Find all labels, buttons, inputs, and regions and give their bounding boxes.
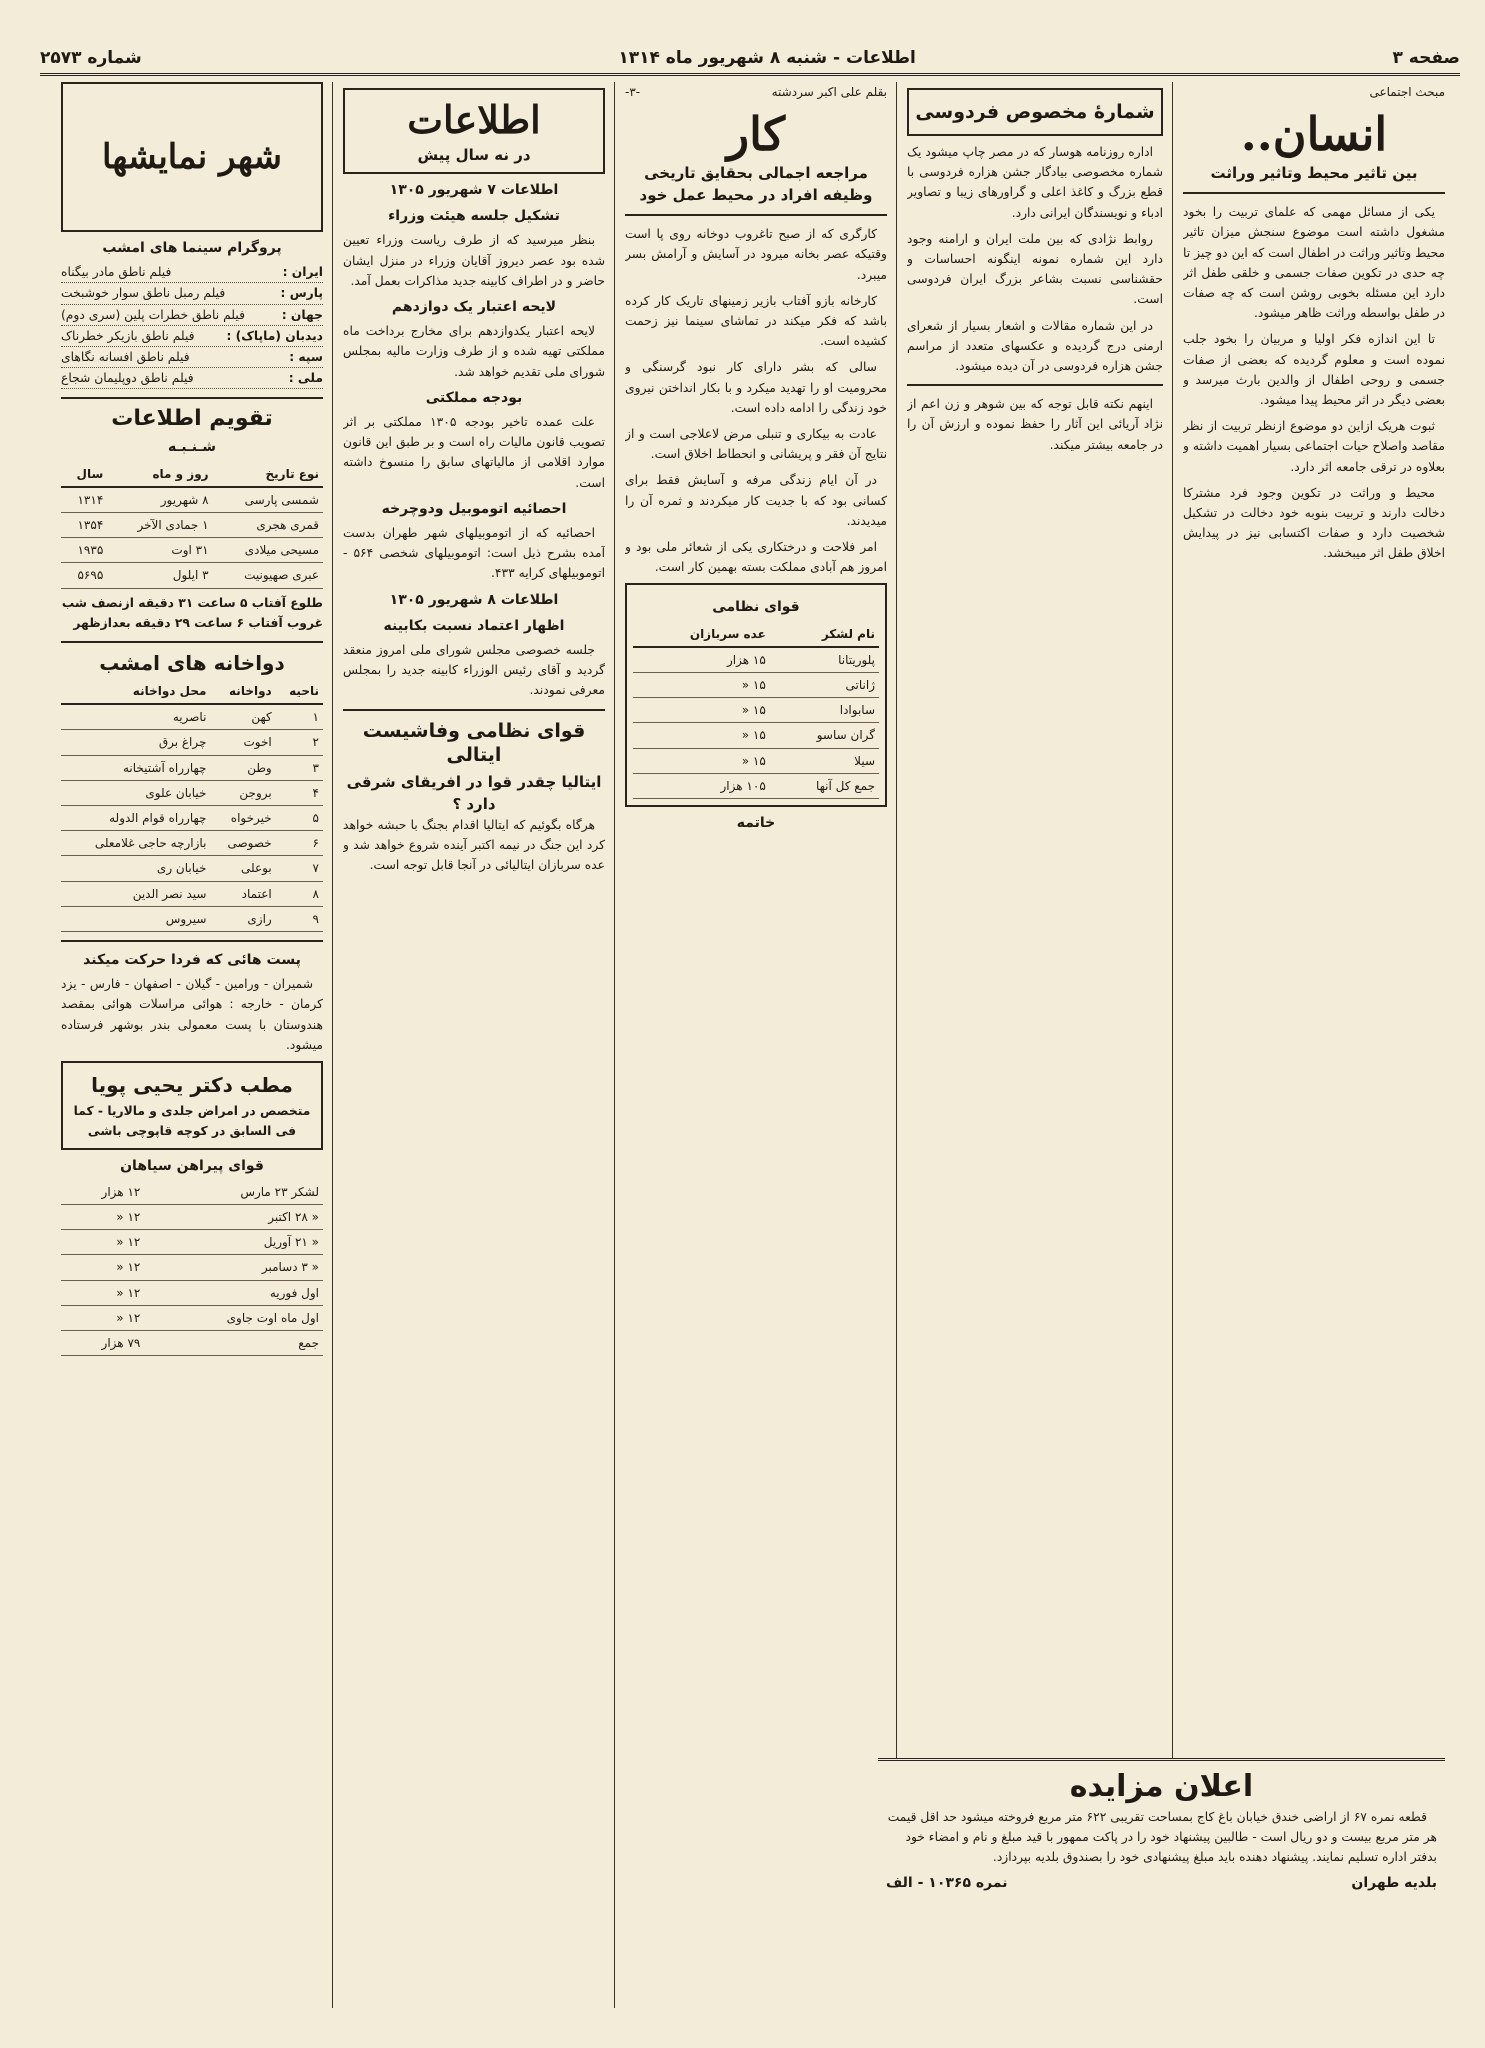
- list-item: [61, 305, 323, 326]
- cell: خیابان علوی: [61, 780, 210, 805]
- paragraph: اینهم نکته قابل توجه که بین شوهر و زن اعم از نژاد آریائی این آثار را حفظ نموده و ارزش آن را در جامعه بیشتر میکند.: [907, 397, 1163, 452]
- paragraph: یکی از مسائل مهمی که علمای تربیت را بخود مشغول داشته است موضوع سنجش میزان تاثیر محیط وتاثیر وراثت در اطفال است که این دو چیز تا چه حدی در تکوین صفات جسمی و خلقی طفل اثر دارد این مسئله بخوبی روشن است که چه صفات در طفل بواسطه وراثت ظاهر میشود.: [1183, 205, 1445, 321]
- paragraph: امر فلاحت و درختکاری یکی از شعائر ملی بود و امروز هم آبادی مملکت بسته بهمین کار است.: [625, 540, 887, 575]
- table-header: دواخانه: [210, 679, 275, 704]
- calendar-table: [61, 462, 323, 589]
- item-heading: بودجه مملکتی: [425, 389, 523, 406]
- cinema-name: جهان :: [281, 307, 323, 322]
- cell: ۳: [276, 755, 323, 780]
- cell: ۱۳۵۴: [61, 513, 107, 538]
- divider: [61, 397, 323, 399]
- paragraph: علت عمده تاخیر بودجه ۱۳۰۵ مملکتی بر اثر تصویب قانون مالیات راه است و بر طبق این قانون موارد اقلامی از مالیاتهای سابق را منسوخ داشته است.: [343, 415, 605, 490]
- ad-title: اعلان مزایده: [1069, 1769, 1254, 1804]
- cell: وطن: [210, 755, 275, 780]
- table-header: محل دواخانه: [61, 679, 210, 704]
- doctor-title: مطب دکتر یحیی پویا: [91, 1073, 293, 1098]
- cell: بازارچه حاجی غلامعلی: [61, 831, 210, 856]
- cell: خیرخواه: [210, 806, 275, 831]
- paragraph: بنظر میرسید که از طرف ریاست وزراء تعیین شده بود عصر دیروز آقایان وزراء در منزل ایشان حاضر و در اطراف کابینه جدید مذاکرات بعمل آمد.: [343, 233, 605, 288]
- cell: ۳۱ اوت: [107, 538, 212, 563]
- auction-ad: [878, 1758, 1445, 2008]
- article-subtitle: در نه سال پیش: [417, 146, 531, 164]
- cell: رازی: [210, 906, 275, 931]
- cell: ۱۵ «: [633, 673, 770, 698]
- article-title: قوای نظامی وفاشیست ایتالی: [362, 719, 586, 766]
- article-title: اطلاعات: [407, 97, 541, 142]
- sunset-text: غروب آفتاب ۶ ساعت ۲۹ دقیقه بعدازظهر: [73, 615, 323, 630]
- cell: ۱۵ «: [633, 698, 770, 723]
- cell: اول فوریه: [144, 1280, 323, 1305]
- ad-signature: بلدیه طهران: [1351, 1875, 1437, 1891]
- paragraph: شمیران - ورامین - گیلان - اصفهان - فارس - یزد کرمان - خارجه : هوائی مراسلات هوائی بمقصد هندوستان با پست معمولی بندر بوشهر فرستاده میشود.: [61, 977, 323, 1052]
- ad-code: نمره ۱۰۳۶۵ - الف: [886, 1875, 1008, 1891]
- paragraph: اداره روزنامه هوسار که در مصر چاپ میشود یک شماره مخصوصی بیادگار جشن هزاره فردوسی با قطع بزرگ و کاغذ اعلی و گراورهای زیبا و تصاویر ادباء و نویسندگان ایرانی دارد.: [907, 145, 1163, 220]
- logo-text: شهر نمایشها: [101, 136, 283, 177]
- military-table: [625, 583, 887, 807]
- film-name: فیلم ناطق خطرات پلین (سری دوم): [61, 307, 245, 322]
- article-subtitle: مراجعه اجمالی بحقایق تاریخی وظیفه افراد در محیط عمل خود: [639, 164, 873, 205]
- cell: چهارراه آشتیخانه: [61, 755, 210, 780]
- column-rule: [896, 82, 897, 2008]
- cinema-list: [61, 262, 323, 389]
- column-ferdowsi: [907, 82, 1163, 2008]
- film-name: فیلم ناطق افسانه نگاهای: [61, 350, 190, 365]
- paragraph: در این شماره مقالات و اشعار بسیار از شعرای ارمنی درج گردیده و عکسهای متعدد از مراسم جشن هزاره فردوسی در آن دیده میشود.: [907, 318, 1163, 374]
- cell: جمع کل آنها: [770, 773, 879, 798]
- header-center: اطلاعات - شنبه ۸ شهریور ماه ۱۳۱۴: [618, 47, 916, 68]
- article-title: انسان..: [1240, 107, 1388, 162]
- divider: [625, 214, 887, 216]
- cell: ۱۳۱۴: [61, 487, 107, 513]
- table-row: [61, 1280, 323, 1305]
- date-heading: اطلاعات ۷ شهریور ۱۳۰۵: [389, 182, 559, 198]
- table-row: [633, 698, 879, 723]
- calendar-day: شـنـبـه: [167, 439, 217, 456]
- table-row: [61, 1330, 323, 1355]
- cell: ۱۵ «: [633, 748, 770, 773]
- table-header: نوع تاریخ: [213, 462, 323, 487]
- cell: « ۲۱ آوریل: [144, 1230, 323, 1255]
- table-header: عده سربازان: [633, 622, 770, 647]
- item-heading: احصائیه اتوموبیل ودوچرخه: [381, 500, 567, 517]
- cell: گران ساسو: [770, 723, 879, 748]
- item-heading: لایحه اعتبار یک دوازدهم: [391, 299, 557, 316]
- cell: شمسی پارسی: [213, 487, 323, 513]
- cell: ژاناتی: [770, 673, 879, 698]
- film-name: فیلم ناطق مادر بیگناه: [61, 265, 172, 280]
- cell: بروجن: [210, 780, 275, 805]
- cell: ۲: [276, 730, 323, 755]
- cell: ۸ شهریور: [107, 487, 212, 513]
- table-row: [61, 906, 323, 931]
- item-heading: تشکیل جلسه هیئت وزراء: [388, 208, 560, 225]
- table-row: [61, 1204, 323, 1229]
- cell: اخوت: [210, 730, 275, 755]
- cell: چراغ برق: [61, 730, 210, 755]
- cell: ۱۵ «: [633, 723, 770, 748]
- table-row: [61, 1255, 323, 1280]
- title-box: [907, 88, 1163, 136]
- cell: سیروس: [61, 906, 210, 931]
- cell: ۶: [276, 831, 323, 856]
- paragraph: در آن ایام زندگی مرفه و آسایش فقط برای کسانی بود که با جدیت کار میکردند و ثمره آن را میدیدند.: [625, 473, 887, 528]
- table-header: ناحیه: [276, 679, 323, 704]
- item-heading: اظهار اعتماد نسبت بکابینه: [383, 617, 565, 634]
- paragraph: جلسه خصوصی مجلس شورای ملی امروز منعقد گردید و آقای رئیس الوزراء کابینه جدید را بمجلس معرفی نمودند.: [343, 643, 605, 698]
- pharmacy-table: [61, 679, 323, 932]
- table-row: [61, 780, 323, 805]
- table-row: [633, 748, 879, 773]
- table-row: [633, 647, 879, 673]
- sunrise-text: طلوع آفتاب ۵ ساعت ۳۱ دقیقه ازنصف شب: [61, 595, 323, 610]
- cinema-name: پارس :: [280, 286, 323, 301]
- divider: [61, 641, 323, 643]
- cell: ۹: [276, 906, 323, 931]
- army-title: قوای پیراهن سیاهان: [120, 1157, 264, 1174]
- cell: ۱۲ «: [61, 1204, 144, 1229]
- list-item: [61, 283, 323, 304]
- cell: ۸: [276, 881, 323, 906]
- table-row: [633, 723, 879, 748]
- cell: مسیحی میلادی: [213, 538, 323, 563]
- title-box: [343, 88, 605, 174]
- programs-title: پروگرام سینما های امشب: [102, 240, 282, 256]
- cell: ۱۵ هزار: [633, 647, 770, 673]
- ad-text: قطعه نمره ۶۷ از اراضی خندق خیابان باغ کاج بمساحت تقریبی ۶۲۲ متر مربع فروخته میشود حد اقل قیمت هر متر مربع بیست و دو ریال است - طالبین پیشنهاد خود را در پاکت ممهور با قید مبلغ و نام و امضاء خود بدفتر اداره تسلیم نمایند. پیشنهاد دهنده باید مبلغ پیشنهادی خود را بصندوق بلدیه بپردازد.: [887, 1810, 1437, 1864]
- byline: بقلم علی اکبر سردشته: [771, 85, 887, 99]
- blackshirt-table: [61, 1180, 323, 1356]
- issue-number: شماره ۲۵۷۳: [40, 47, 142, 68]
- table-row: [61, 806, 323, 831]
- cell: ۱۲ «: [61, 1305, 144, 1330]
- cell: ۱۲ «: [61, 1280, 144, 1305]
- film-name: فیلم ناطق دوپلیمان شجاع: [61, 371, 194, 386]
- table-row: [61, 1305, 323, 1330]
- post-title: پست هائی که فردا حرکت میکند: [83, 952, 301, 969]
- paragraph: احصائیه که از اتوموبیلهای شهر طهران بدست آمده بشرح ذیل است: اتوموبیلهای شخصی ۵۶۴ - اتوموبیلهای کرایه ۴۳۳.: [343, 526, 605, 581]
- divider: [61, 940, 323, 942]
- cell: کهن: [210, 704, 275, 730]
- cell: جمع: [144, 1330, 323, 1355]
- cell: خیابان ری: [61, 856, 210, 881]
- paragraph: سالی که بشر دارای کار نبود گرسنگی و محرومیت او را تهدید میکرد و با بکار انداختن نیروی خود زندگی را ادامه داده است.: [625, 360, 887, 415]
- cell: ۱۲ «: [61, 1255, 144, 1280]
- film-name: فیلم ناطق بازیکر خطرناک: [61, 328, 195, 343]
- cinema-name: ملی :: [288, 371, 323, 386]
- column-social: [1183, 82, 1445, 2008]
- cell: پلوریتانا: [770, 647, 879, 673]
- cell: ۱: [276, 704, 323, 730]
- cell: ۵۶۹۵: [61, 563, 107, 588]
- cell: چهارراه قوام الدوله: [61, 806, 210, 831]
- cell: ۳ ایلول: [107, 563, 212, 588]
- page-header: [40, 42, 1460, 76]
- paragraph: لایحه اعتبار یکدوازدهم برای مخارج برداخت ماه مملکتی تهیه شده و از طرف وزارت مالیه بمجلس شورای ملی تقدیم خواهد شد.: [343, 324, 605, 379]
- cell: ۱ جمادی الآخر: [107, 513, 212, 538]
- divider: [1183, 192, 1445, 194]
- paragraph: هرگاه بگوئیم که ایتالیا اقدام بجنگ با حبشه خواهد کرد این جنگ در نیمه اکتبر آینده شروع خواهد شد و عده سربازان ایتالیائی در آنجا قابل توجه است.: [343, 817, 605, 873]
- cell: ۱۹۳۵: [61, 538, 107, 563]
- table-row: [61, 881, 323, 906]
- column-rule: [332, 82, 333, 2008]
- table-row: [61, 563, 323, 588]
- column-rule: [614, 82, 615, 2008]
- pharmacy-title: دواخانه های امشب: [99, 651, 285, 676]
- cell: اول ماه اوت جاوی: [144, 1305, 323, 1330]
- calendar-title: تقویم اطلاعات: [111, 406, 273, 432]
- table-title: قوای نظامی: [712, 599, 800, 616]
- list-item: [61, 326, 323, 347]
- end-mark: خاتمه: [736, 815, 776, 832]
- column-work: [625, 82, 887, 2008]
- table-header: نام لشکر: [770, 622, 879, 647]
- column-rule: [1172, 82, 1173, 2008]
- cell: ۱۲ «: [61, 1230, 144, 1255]
- list-item: [61, 347, 323, 368]
- cell: « ۳ دسامبر: [144, 1255, 323, 1280]
- table-row: [61, 755, 323, 780]
- section-tag: مبحث اجتماعی: [1369, 85, 1445, 99]
- cinema-name: ایران :: [282, 265, 323, 280]
- cell: سابوادا: [770, 698, 879, 723]
- article-subtitle: بین تاثیر محیط وتاثیر وراثت: [1210, 164, 1418, 183]
- table-header: روز و ماه: [107, 462, 212, 487]
- list-item: [61, 262, 323, 283]
- cell: خصوصی: [210, 831, 275, 856]
- cell: لشکر ۲۳ مارس: [144, 1180, 323, 1205]
- table-row: [61, 1230, 323, 1255]
- table-row: [61, 513, 323, 538]
- item-heading: اطلاعات ۸ شهریور ۱۳۰۵: [389, 591, 559, 608]
- paragraph: کارگری که از صبح تاغروب دوخانه روی پا است وقتیکه عصر بخانه میرود در آسایش و آرامش بسر میبرد.: [625, 227, 887, 282]
- cell: اعتماد: [210, 881, 275, 906]
- table-header: سال: [61, 462, 107, 487]
- article-subtitle: ایتالیا چقدر قوا در افریقای شرقی دارد ؟: [346, 772, 602, 813]
- cell: ۴: [276, 780, 323, 805]
- table-row: [61, 487, 323, 513]
- paragraph: تا این اندازه فکر اولیا و مربیان را بخود جلب نموده است و معلوم گردیده که بعضی از صفات جسمی و روحی اطفال از والدین بارث میرسد و بعضی دیگر در اثر محیط پیدا میشود.: [1183, 332, 1445, 408]
- table-row: [61, 856, 323, 881]
- cell: قمری هجری: [213, 513, 323, 538]
- divider: [343, 709, 605, 711]
- film-name: فیلم رمبل ناطق سوار خوشبخت: [61, 286, 226, 301]
- column-listings: [61, 82, 323, 2008]
- paragraph: محیط و وراثت در تکوین وجود فرد مشترکا دخالت دارند و تربیت بنوبه خود دخالت در تشکیل شخصیت دارد و صفات اکتسابی نیز در پیدایش اخلاق طفل اثر میبخشد.: [1183, 485, 1445, 561]
- table-row: [61, 538, 323, 563]
- divider: [907, 384, 1163, 386]
- cell: ۱۲ هزار: [61, 1180, 144, 1205]
- paragraph: روابط نژادی که بین ملت ایران و ارامنه وجود دارد این شماره نمونه اینگونه احساسات و حقشناسی نسبت بشاعر بزرگ ایران فردوسی است.: [907, 231, 1163, 307]
- cell: « ۲۸ اکتبر: [144, 1204, 323, 1229]
- cell: بوعلی: [210, 856, 275, 881]
- article-title: کار: [726, 107, 786, 162]
- paragraph: کارخانه بازو آفتاب بازیر زمینهای تاریک کار کرده باشد که فکر میکند در تماشای سینما نیز زحمت کشیده است.: [625, 293, 887, 349]
- table-row: [61, 730, 323, 755]
- paragraph: ثبوت هریک ازاین دو موضوع ازنظر تربیت از نظر مقاصد واصلاح حیات اجتماعی بسیار اهمیت داشته و بعلاوه در ترقی جامعه اثر دارد.: [1183, 419, 1445, 474]
- table-row: [633, 773, 879, 798]
- doctor-text: متخصص در امراض جلدی و مالاریا - کما فی السابق در کوچه قاپوچی باشی: [73, 1104, 311, 1139]
- page-number: -۳-: [625, 85, 641, 99]
- cell: ۷۹ هزار: [61, 1330, 144, 1355]
- cinema-logo: [61, 82, 323, 232]
- list-item: [61, 368, 323, 389]
- page-label: صفحه ۳: [1392, 47, 1460, 68]
- column-nine-years-ago: [343, 82, 605, 2008]
- table-row: [61, 831, 323, 856]
- table-row: [61, 704, 323, 730]
- doctor-ad: [61, 1061, 323, 1149]
- cinema-name: دیدبان (ماپاک) :: [226, 328, 323, 343]
- article-title: شمارهٔ مخصوص فردوسی: [915, 101, 1155, 123]
- cell: ناصریه: [61, 704, 210, 730]
- cell: ۷: [276, 856, 323, 881]
- cell: سیلا: [770, 748, 879, 773]
- paragraph: عادت به بیکاری و تنبلی مرض لاعلاجی است و از نتایج آن فقر و پریشانی و انحطاط اخلاق است.: [625, 427, 887, 462]
- cinema-name: سپه :: [289, 350, 323, 365]
- cell: ۵: [276, 806, 323, 831]
- army-table: [633, 622, 879, 799]
- cell: عبری صهیونیت: [213, 563, 323, 588]
- cell: سید نصر الدین: [61, 881, 210, 906]
- cell: ۱۰۵ هزار: [633, 773, 770, 798]
- table-row: [633, 673, 879, 698]
- table-row: [61, 1180, 323, 1205]
